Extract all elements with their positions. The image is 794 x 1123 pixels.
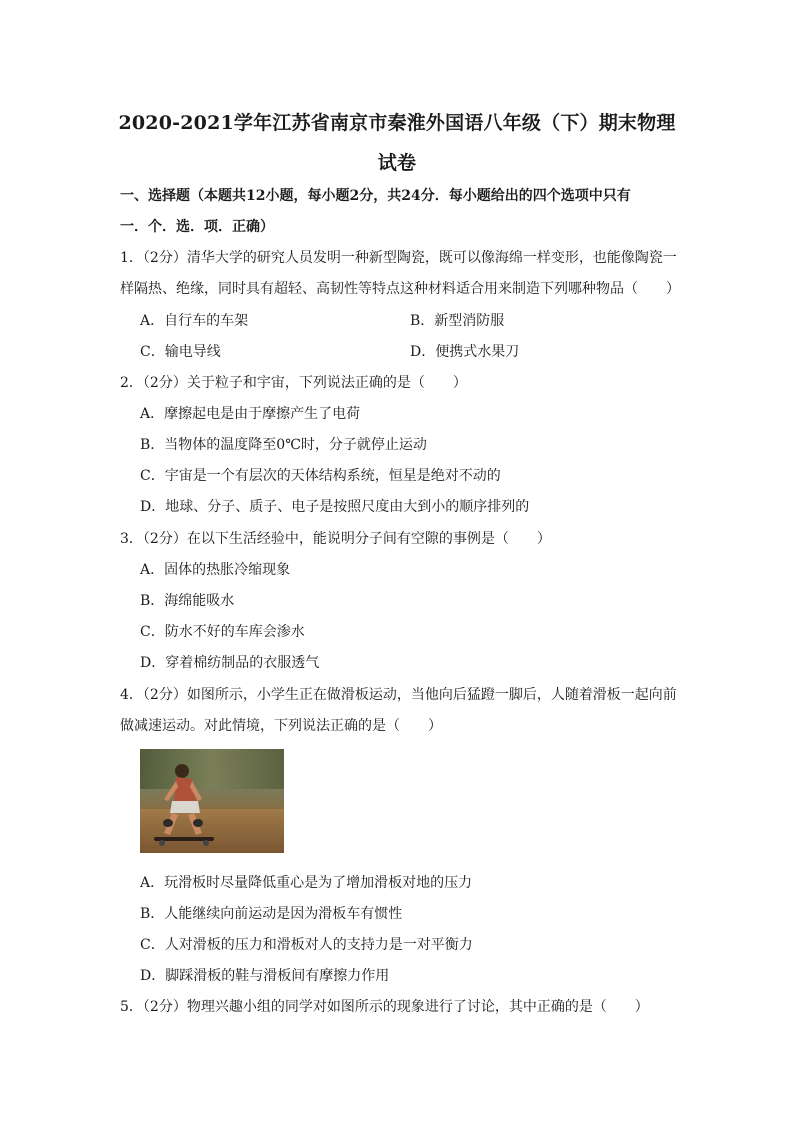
question-2-option-d: D．地球、分子、质子、电子是按照尺度由大到小的顺序排列的: [140, 499, 530, 515]
question-1-line2: 样隔热、绝缘，同时具有超轻、高韧性等特点这种材料适合用来制造下列哪种物品（ ）: [120, 281, 680, 297]
question-4-line2: 做减速运动。对此情境，下列说法正确的是（ ）: [120, 718, 442, 734]
question-3-option-b: B．海绵能吸水: [140, 593, 235, 609]
question-1-option-d: D．便携式水果刀: [410, 344, 520, 360]
question-4-line1: 4．（2分）如图所示，小学生正在做滑板运动，当他向后猛蹬一脚后，人随着滑板一起向前: [120, 687, 677, 703]
question-2-option-b: B．当物体的温度降至0℃时，分子就停止运动: [140, 437, 427, 453]
question-3-option-d: D．穿着棉纺制品的衣服透气: [140, 655, 320, 671]
question-3-option-c: C．防水不好的车库会渗水: [140, 624, 305, 640]
page-title-line1: 2020-2021学年江苏省南京市秦淮外国语八年级（下）期末物理: [118, 112, 676, 134]
section-heading-line1: 一、选择题（本题共12小题，每小题2分，共24分．每小题给出的四个选项中只有: [120, 188, 631, 204]
question-4-option-a: A．玩滑板时尽量降低重心是为了增加滑板对地的压力: [140, 875, 473, 891]
skateboarder-figure: [140, 749, 284, 853]
question-3-option-a: A．固体的热胀冷缩现象: [140, 562, 291, 578]
question-1-option-b: B．新型消防服: [410, 313, 505, 329]
question-4-option-c: C．人对滑板的压力和滑板对人的支持力是一对平衡力: [140, 937, 473, 953]
skateboard-photo: [140, 749, 284, 853]
section-heading-line2: 一．个．选．项．正确）: [120, 219, 274, 235]
question-1-line1: 1．（2分）清华大学的研究人员发明一种新型陶瓷，既可以像海绵一样变形，也能像陶瓷一: [120, 250, 677, 266]
question-2-stem: 2．（2分）关于粒子和宇宙，下列说法正确的是（ ）: [120, 375, 467, 391]
question-4-option-b: B．人能继续向前运动是因为滑板车有惯性: [140, 906, 403, 922]
question-1-option-a: A．自行车的车架: [140, 313, 249, 329]
question-3-stem: 3．（2分）在以下生活经验中，能说明分子间有空隙的事例是（ ）: [120, 531, 551, 547]
question-5-stem: 5．（2分）物理兴趣小组的同学对如图所示的现象进行了讨论，其中正确的是（ ）: [120, 999, 649, 1015]
question-2-option-a: A．摩擦起电是由于摩擦产生了电荷: [140, 406, 361, 422]
question-2-option-c: C．宇宙是一个有层次的天体结构系统，恒星是绝对不动的: [140, 468, 501, 484]
question-1-option-c: C．输电导线: [140, 344, 221, 360]
question-4-option-d: D．脚踩滑板的鞋与滑板间有摩擦力作用: [140, 968, 390, 984]
page-title-line2: 试卷: [377, 152, 417, 174]
